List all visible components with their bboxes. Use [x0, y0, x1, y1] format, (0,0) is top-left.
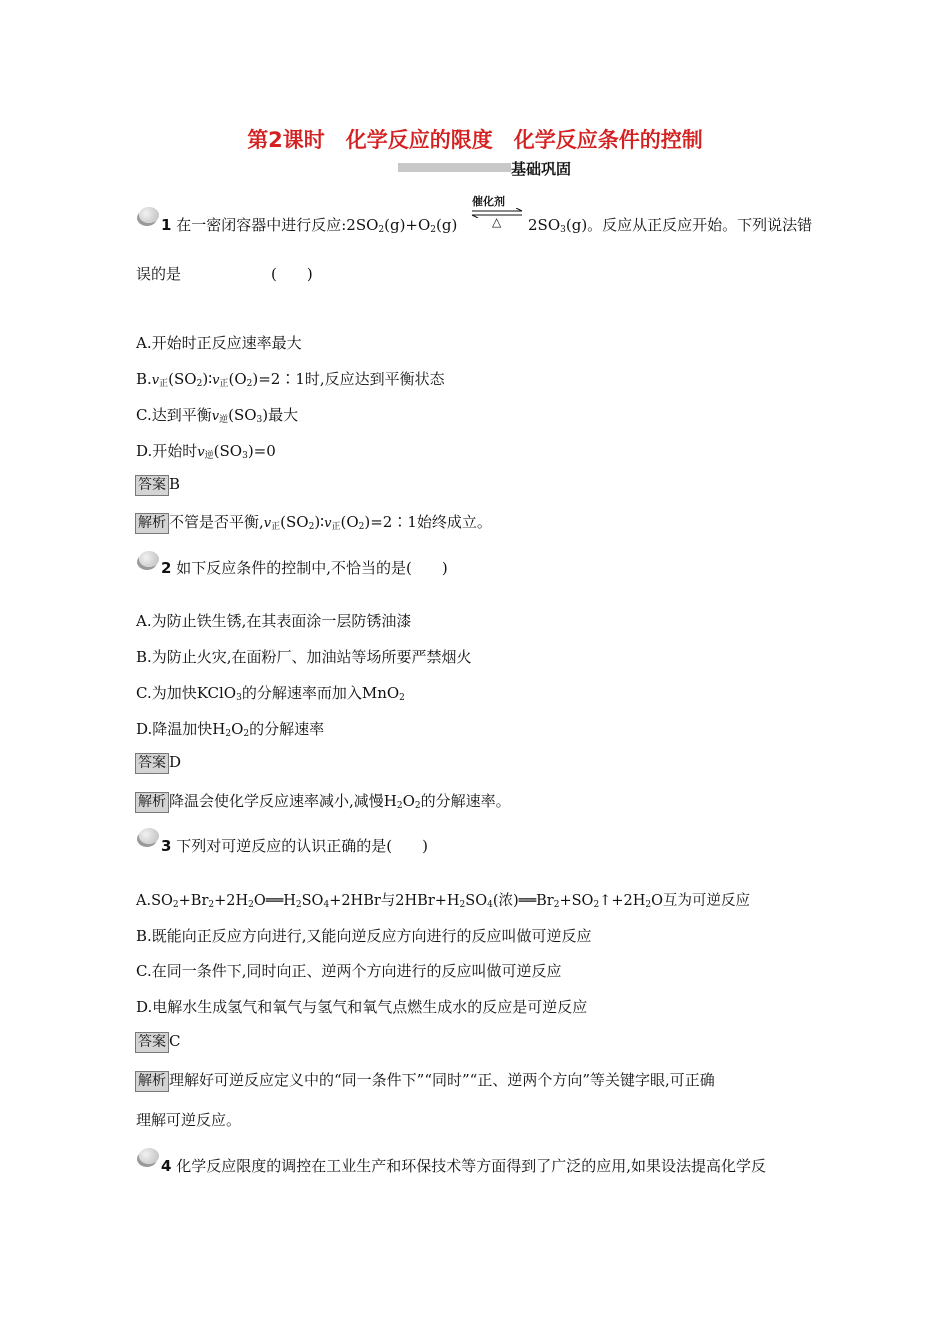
q2-option-a: A.为防止铁生锈,在其表面涂一层防锈油漆 [136, 612, 412, 630]
page-title: 第2课时 化学反应的限度 化学反应条件的控制 [247, 128, 703, 152]
section-bar [398, 163, 511, 172]
q1-stem: 1 在一密闭容器中进行反应$:2SO_2(g)+O_2(g)$ [161, 216, 458, 235]
q2-option-b: B.为防止火灾,在面粉厂、加油站等场所要严禁烟火 [136, 648, 472, 666]
q1-option-b: $B.v_正(SO_2)∶v_正(O_2)=2∶1$时,反应达到平衡状态 [136, 370, 445, 389]
q1-option-d: D.开始时$v_逆(SO_3)=0$ [136, 442, 276, 461]
q2-stem: 2 如下反应条件的控制中,不恰当的是( ) [161, 559, 448, 577]
q3-answer: 答案 C [135, 1032, 180, 1053]
q3-option-c: C.在同一条件下,同时向正、逆两个方向进行的反应叫做可逆反应 [136, 962, 562, 980]
q3-option-b: B.既能向正反应方向进行,又能向逆反应方向进行的反应叫做可逆反应 [136, 927, 592, 945]
q3-option-d: D.电解水生成氢气和氧气与氢气和氧气点燃生成水的反应是可逆反应 [136, 998, 588, 1016]
q1-option-c: C.达到平衡$v_逆(SO_3)$最大 [136, 406, 299, 425]
answer-tag: 答案 [135, 753, 169, 774]
question-icon [139, 207, 159, 223]
q3-option-a: $A.SO_2+Br_2+2H_2O══H_2SO_4+2HBr$与$2HBr+H_2SO_4$(浓)$══Br_2+SO_2↑+2H_2O$互为可逆反应 [136, 893, 750, 910]
q2-analysis: 解析 降温会使化学反应速率减小,减慢$H_2O_2$的分解速率。 [135, 790, 511, 813]
section-heading: 基础巩固 [511, 160, 572, 178]
q1-answer: 答案 B [135, 475, 180, 496]
q2-option-d: D.降温加快$H_2O_2$的分解速率 [136, 720, 325, 739]
analysis-tag: 解析 [135, 1071, 169, 1092]
q2-option-c: C.为加快KClO$_3$的分解速率而加入MnO$_2$ [136, 684, 405, 703]
q1-analysis: 解析 不管是否平衡$,v_正(SO_2)∶v_正(O_2)=2∶1$始终成立。 [135, 511, 492, 534]
q3-analysis: 解析 理解好可逆反应定义中的“同一条件下”“同时”“正、逆两个方向”等关键字眼,可正确 [135, 1069, 715, 1092]
q3-analysis-line2: 理解可逆反应。 [136, 1111, 242, 1129]
catalyst-label: 催化剂 [472, 195, 505, 208]
q2-answer: 答案 D [135, 753, 181, 774]
q1-stem-continued: $2SO_3(g)$。反应从正反应开始。下列说法错 [528, 216, 813, 235]
q3-stem: 3 下列对可逆反应的认识正确的是( ) [161, 837, 428, 855]
question-icon [139, 551, 159, 567]
q4-stem: 4 化学反应限度的调控在工业生产和环保技术等方面得到了广泛的应用,如果设法提高化学反 [161, 1157, 766, 1175]
analysis-tag: 解析 [135, 513, 169, 534]
answer-tag: 答案 [135, 475, 169, 496]
question-icon [139, 828, 159, 844]
q1-option-a: A.开始时正反应速率最大 [136, 334, 302, 352]
analysis-tag: 解析 [135, 792, 169, 813]
answer-tag: 答案 [135, 1032, 169, 1053]
question-icon [139, 1148, 159, 1164]
heat-symbol: △ [492, 215, 502, 229]
q1-stem-line2: 误的是 ( ) [136, 265, 313, 283]
